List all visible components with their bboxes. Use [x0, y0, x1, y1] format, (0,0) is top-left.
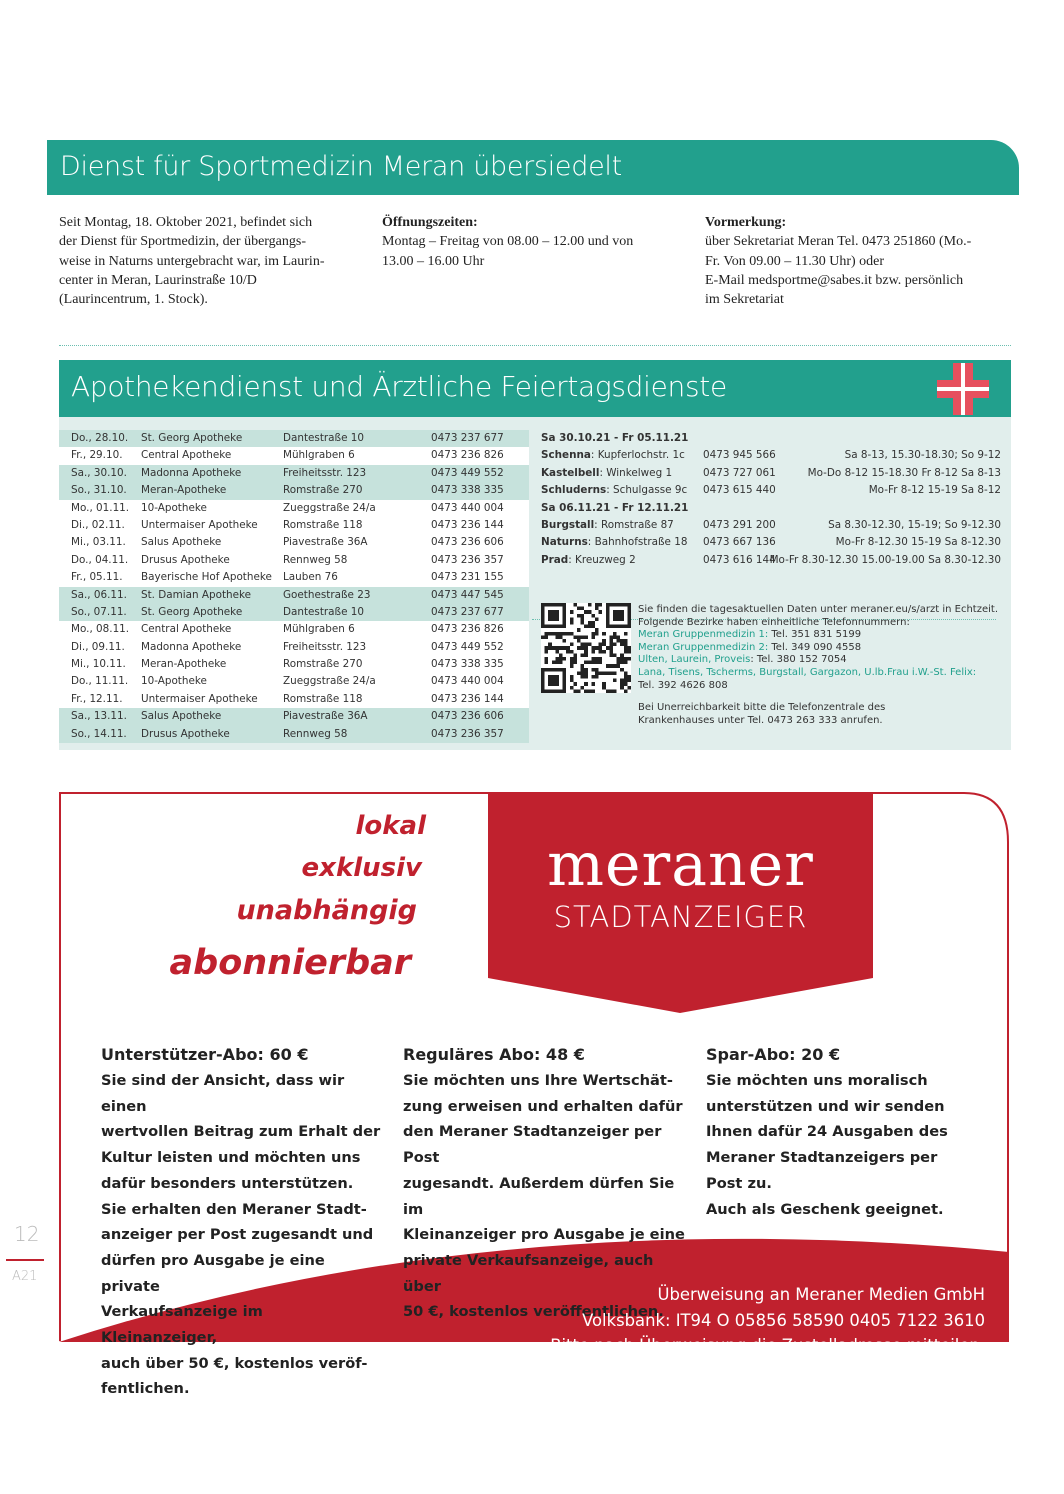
pharmacy-name: Meran-Apotheke: [141, 484, 227, 497]
table-row: [59, 552, 529, 569]
pharmacy-name: St. Georg Apotheke: [141, 605, 243, 618]
table-row: [59, 465, 529, 482]
pharmacy-addr: Romstraße 270: [283, 484, 363, 497]
table-row: [59, 604, 529, 621]
pharmacy-addr: Freiheitsstr. 123: [283, 466, 367, 479]
pharmacy-addr: Dantestraße 10: [283, 605, 365, 618]
pharmacy-date: So., 07.11.: [71, 605, 127, 618]
week1-heading: Sa 30.10.21 - Fr 05.11.21: [541, 432, 689, 444]
district-row: Prad: Kreuzweg 2 0473 616 144 Mo-Fr 8.30-12.30 15.00-19.00 Sa 8.30-12.30: [541, 553, 1001, 566]
section-divider: [59, 345, 1011, 346]
week2-heading: Sa 06.11.21 - Fr 12.11.21: [541, 501, 689, 514]
qr-code-icon[interactable]: [541, 603, 631, 693]
apotheke-header-bar: [59, 360, 1011, 417]
pharmacy-date: So., 31.10.: [71, 484, 127, 497]
pharmacy-addr: Mühlgraben 6: [283, 623, 355, 636]
pharmacy-date: Fr., 12.11.: [71, 692, 123, 705]
doctor-info: Sie finden die tagesaktuellen Daten unter meraner.eu/s/arzt in Echtzeit. Folgende Bezirke haben einheitliche Telefonnummern: Meran Gruppenmedizin 1: Tel. 351 831 5199 Meran Gruppenmedizin 2: Tel. 349 090 4558 Ulten, Laurein, Proveis: Tel. 380 152 7054 Lana, Tisens, Tscherms, Burgstall, Gargazon, U.lb.Frau i.W.-St. Felix: Tel. 392 4626 808 Bei Unerreichbarkeit bitte die Telefonzentrale des Krankenhauses unter Tel. 0473 263 333 anrufen.: [638, 604, 999, 726]
pharmacy-date: Sa., 30.10.: [71, 466, 127, 479]
pharmacy-name: Salus Apotheke: [141, 710, 222, 723]
abo-regular-title: Reguläres Abo: 48 €: [403, 1045, 585, 1064]
brand-logo-sub: STADTANZEIGER: [553, 900, 808, 934]
pharmacy-name: St. Damian Apotheke: [141, 588, 252, 601]
pharmacy-tel: 0473 236 826: [431, 623, 504, 636]
page-marker-line: [6, 1259, 44, 1261]
table-row: [59, 430, 529, 447]
page-number: 12: [14, 1222, 40, 1246]
sport-col-2: Öffnungszeiten: Montag – Freitag von 08.00 – 12.00 und von 13.00 – 16.00 Uhr: [382, 213, 682, 271]
pharmacy-tel: 0473 440 004: [431, 501, 504, 514]
booking-heading: Vormerkung:: [705, 215, 787, 230]
pharmacy-name: Meran-Apotheke: [141, 658, 227, 671]
abo-supporter: Unterstützer-Abo: 60 € Sie sind der Ansicht, dass wir einen wertvollen Beitrag zum Erhalt der Kultur leisten und möchten uns dafür besonders unterstützen. Sie erhalten den Meraner Stadt- anzeiger per Post zugesandt und dürfen pro Ausgabe je eine private Verkaufsanzeige im Kleinanzeiger, auch über 50 €, kostenlos veröf- fentlichen.: [101, 1042, 381, 1402]
table-row: [59, 587, 529, 604]
slogan-abonnierbar: abonnierbar: [169, 943, 411, 983]
pharmacy-tel: 0473 236 357: [431, 727, 504, 740]
district-row: Naturns: Bahnhofstraße 18 0473 667 136 Mo-Fr 8-12.30 15-19 Sa 8-12.30: [541, 536, 1001, 549]
pharmacy-date: Mo., 08.11.: [71, 623, 130, 636]
pharmacy-tel: 0473 236 357: [431, 553, 504, 566]
pharmacy-date: Di., 09.11.: [71, 640, 125, 653]
issue-code: A21: [12, 1269, 38, 1284]
pharmacy-date: Sa., 13.11.: [71, 710, 127, 723]
district-row: Kastelbell: Winkelweg 1 0473 727 061 Mo-Do 8-12 15-18.30 Fr 8-12 Sa 8-13: [541, 466, 1001, 479]
abo-regular: Reguläres Abo: 48 € Sie möchten uns Ihre Wertschät- zung erweisen und erhalten dafür den Meraner Stadtanzeiger per Post zugesandt. Außerdem dürfen Sie im Kleinanzeiger pro Ausgabe je eine private Verkaufsanzeige, auch über 50 €, kostenlos veröffentlichen.: [403, 1042, 693, 1325]
pharmacy-name: Untermaiser Apotheke: [141, 692, 258, 705]
pharmacy-date: So., 14.11.: [71, 727, 127, 740]
sport-title: Dienst für Sportmedizin Meran übersiedelt: [60, 151, 622, 182]
pharmacy-addr: Rennweg 58: [283, 553, 348, 566]
pharmacy-tel: 0473 237 677: [431, 605, 504, 618]
pharmacy-name: Untermaiser Apotheke: [141, 518, 258, 531]
pharmacy-name: Salus Apotheke: [141, 536, 222, 549]
pharmacy-name: Madonna Apotheke: [141, 640, 242, 653]
slogan-exklusiv: exklusiv: [301, 853, 422, 883]
abo-saver-title: Spar-Abo: 20 €: [706, 1045, 841, 1064]
pharmacy-addr: Mühlgraben 6: [283, 449, 355, 462]
pharmacy-name: Drusus Apotheke: [141, 553, 230, 566]
pharmacy-date: Fr., 29.10.: [71, 449, 123, 462]
table-row: [59, 517, 529, 534]
pharmacy-date: Fr., 05.11.: [71, 571, 123, 584]
district-service-table: [541, 430, 1001, 569]
pharmacy-name: St. Georg Apotheke: [141, 432, 243, 444]
table-row: [59, 691, 529, 708]
slogan-lokal: lokal: [355, 811, 426, 841]
table-row: [59, 500, 529, 517]
sport-col-3: Vormerkung: über Sekretariat Meran Tel. 0473 251860 (Mo.- Fr. Von 09.00 – 11.30 Uhr) oder E-Mail medsportme@sabes.it bzw. persönlich im Sekretariat: [705, 213, 1010, 309]
apotheke-title: Apothekendienst und Ärztliche Feiertagsdienste: [71, 370, 727, 403]
table-row: [59, 534, 529, 551]
pharmacy-date: Mi., 03.11.: [71, 536, 126, 549]
pharmacy-tel: 0473 236 606: [431, 536, 504, 549]
pharmacy-name: 10-Apotheke: [141, 675, 207, 688]
pharmacy-tel: 0473 447 545: [431, 588, 504, 601]
pharmacy-date: Do., 04.11.: [71, 553, 129, 566]
pharmacy-tel: 0473 440 004: [431, 675, 504, 688]
pharmacy-addr: Zueggstraße 24/a: [283, 501, 376, 514]
pharmacy-addr: Rennweg 58: [283, 727, 348, 740]
pharmacy-tel: 0473 338 335: [431, 484, 504, 497]
table-row: [59, 708, 529, 725]
sport-col-1: Seit Montag, 18. Oktober 2021, befindet sich der Dienst für Sportmedizin, der übergangs- weise in Naturns untergebracht war, im Laurin- center in Meran, Laurinstraße 10/D (Laurincentrum, 1. Stock).: [59, 215, 325, 308]
table-row: [59, 482, 529, 499]
pharmacy-name: Madonna Apotheke: [141, 466, 242, 479]
pharmacy-name: Drusus Apotheke: [141, 727, 230, 740]
pharmacy-date: Do., 28.10.: [71, 432, 129, 444]
pharmacy-name: Central Apotheke: [141, 623, 232, 636]
pharmacy-table: [59, 430, 529, 743]
pharmacy-tel: 0473 449 552: [431, 466, 504, 479]
table-row: [59, 569, 529, 586]
pharmacy-addr: Zueggstraße 24/a: [283, 675, 376, 688]
pharmacy-addr: Piavestraße 36A: [283, 536, 368, 549]
pharmacy-date: Di., 02.11.: [71, 518, 125, 531]
table-row: [59, 447, 529, 464]
pharmacy-date: Mo., 01.11.: [71, 501, 130, 514]
table-row: [59, 621, 529, 638]
pharmacy-tel: 0473 449 552: [431, 640, 504, 653]
pharmacy-tel: 0473 236 826: [431, 449, 504, 462]
pharmacy-addr: Romstraße 118: [283, 692, 363, 705]
table-row: [59, 639, 529, 656]
table-row: [59, 673, 529, 690]
payment-info: Überweisung an Meraner Medien GmbH Volksbank: IT94 O 05856 58590 0405 7122 3610 Bitte nach Überweisung die Zustelladresse mitteilen.: [550, 1285, 985, 1355]
pharmacy-date: Sa., 06.11.: [71, 588, 127, 601]
pharmacy-addr: Romstraße 270: [283, 658, 363, 671]
table-row: [59, 656, 529, 673]
pharmacy-tel: 0473 338 335: [431, 658, 504, 671]
table-row: [59, 726, 529, 743]
pharmacy-addr: Dantestraße 10: [283, 432, 365, 444]
pharmacy-addr: Goethestraße 23: [283, 588, 371, 601]
abo-supporter-title: Unterstützer-Abo: 60 €: [101, 1045, 309, 1064]
pharmacy-addr: Romstraße 118: [283, 518, 363, 531]
pharmacy-addr: Piavestraße 36A: [283, 710, 368, 723]
district-row: Schenna: Kupferlochstr. 1c 0473 945 566 Sa 8-13, 15.30-18.30; So 9-12: [541, 449, 1001, 462]
pharmacy-date: Mi., 10.11.: [71, 658, 126, 671]
pharmacy-tel: 0473 237 677: [431, 432, 504, 444]
abo-saver: Spar-Abo: 20 € Sie möchten uns moralisch unterstützen und wir senden Ihnen dafür 24 Ausgaben des Meraner Stadtanzeigers per Post zu. Auch als Geschenk geeignet.: [706, 1042, 966, 1222]
district-row: Burgstall: Romstraße 87 0473 291 200 Sa 8.30-12.30, 15-19; So 9-12.30: [541, 518, 1001, 531]
opening-hours-heading: Öffnungszeiten:: [382, 215, 478, 230]
red-cross-icon: [937, 363, 989, 415]
sport-header-bar: [47, 140, 1019, 195]
pharmacy-name: 10-Apotheke: [141, 501, 207, 514]
pharmacy-name: Bayerische Hof Apotheke: [141, 571, 272, 584]
pharmacy-tel: 0473 236 606: [431, 710, 504, 723]
brand-logo-name: meraner: [547, 830, 814, 900]
slogan-unabhaengig: unabhängig: [236, 895, 417, 926]
pharmacy-tel: 0473 236 144: [431, 692, 504, 705]
pharmacy-date: Do., 11.11.: [71, 675, 129, 688]
pharmacy-addr: Freiheitsstr. 123: [283, 640, 367, 653]
pharmacy-tel: 0473 236 144: [431, 518, 504, 531]
district-row: Schluderns: Schulgasse 9c 0473 615 440 Mo-Fr 8-12 15-19 Sa 8-12: [541, 484, 1001, 497]
pharmacy-name: Central Apotheke: [141, 449, 232, 462]
pharmacy-addr: Lauben 76: [283, 571, 338, 584]
pharmacy-tel: 0473 231 155: [431, 571, 504, 584]
